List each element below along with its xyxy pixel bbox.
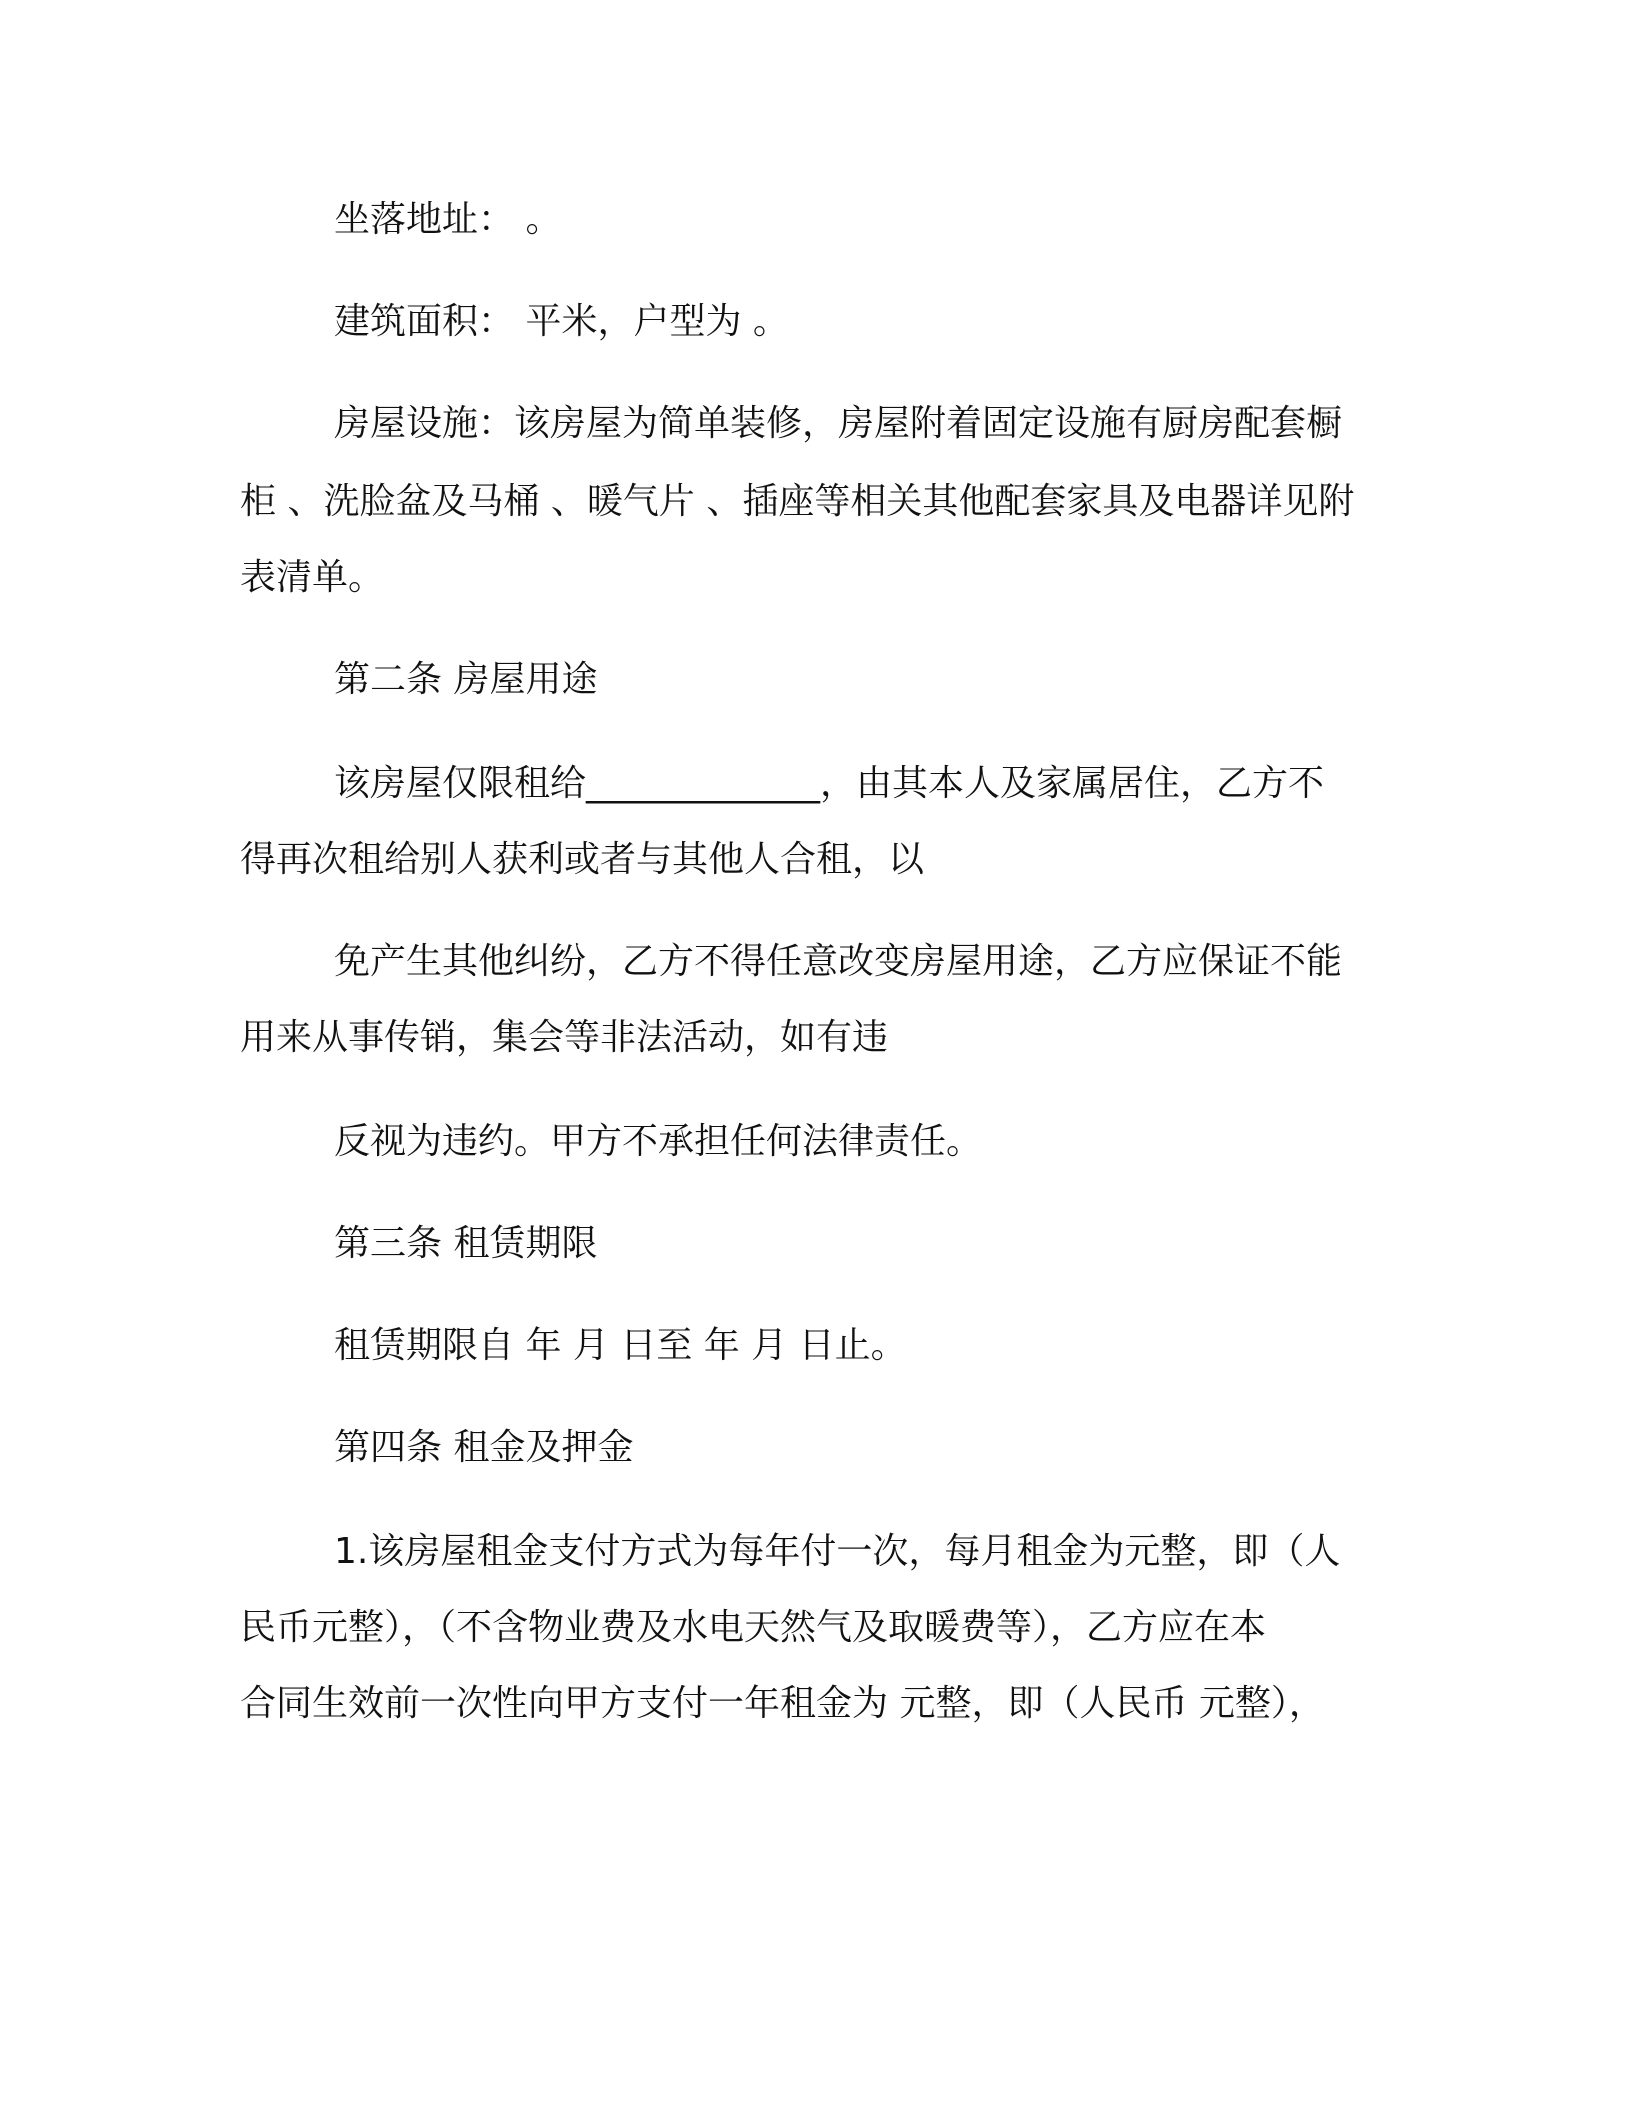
article-2-heading: 第二条 房屋用途 — [334, 659, 598, 700]
usage-paragraph-line-2: 得再次租给别人获利或者与其他人合租，以 — [240, 839, 925, 880]
usage-paragraph-line-5: 反视为违约。甲方不承担任何法律责任。 — [334, 1121, 983, 1162]
facilities-line-1: 房屋设施：该房屋为简单装修，房屋附着固定设施有厨房配套橱 — [334, 403, 1343, 444]
usage-paragraph-line-1: 该房屋仅限租给_____________，由其本人及家属居住，乙方不 — [334, 763, 1325, 804]
usage-paragraph-line-3: 免产生其他纠纷，乙方不得任意改变房屋用途，乙方应保证不能 — [334, 941, 1343, 982]
facilities-line-2: 柜 、洗脸盆及马桶 、暖气片 、插座等相关其他配套家具及电器详见附 — [240, 481, 1355, 522]
facilities-line-3: 表清单。 — [240, 557, 385, 598]
location-address-line: 坐落地址： 。 — [334, 199, 562, 240]
usage-paragraph-line-4: 用来从事传销，集会等非法活动，如有违 — [240, 1017, 889, 1058]
article-3-heading: 第三条 租赁期限 — [334, 1223, 598, 1264]
lease-term-line: 租赁期限自 年 月 日至 年 月 日止。 — [334, 1325, 907, 1366]
rent-paragraph-line-3: 合同生效前一次性向甲方支付一年租金为 元整，即（人民币 元整）， — [240, 1683, 1325, 1724]
rent-paragraph-line-1: 1.该房屋租金支付方式为每年付一次，每月租金为元整，即（人 — [334, 1531, 1341, 1572]
building-area-line: 建筑面积： 平米，户型为 。 — [334, 301, 789, 342]
rent-paragraph-line-2: 民币元整），（不含物业费及水电天然气及取暖费等），乙方应在本 — [240, 1607, 1267, 1648]
article-4-heading: 第四条 租金及押金 — [334, 1427, 634, 1468]
